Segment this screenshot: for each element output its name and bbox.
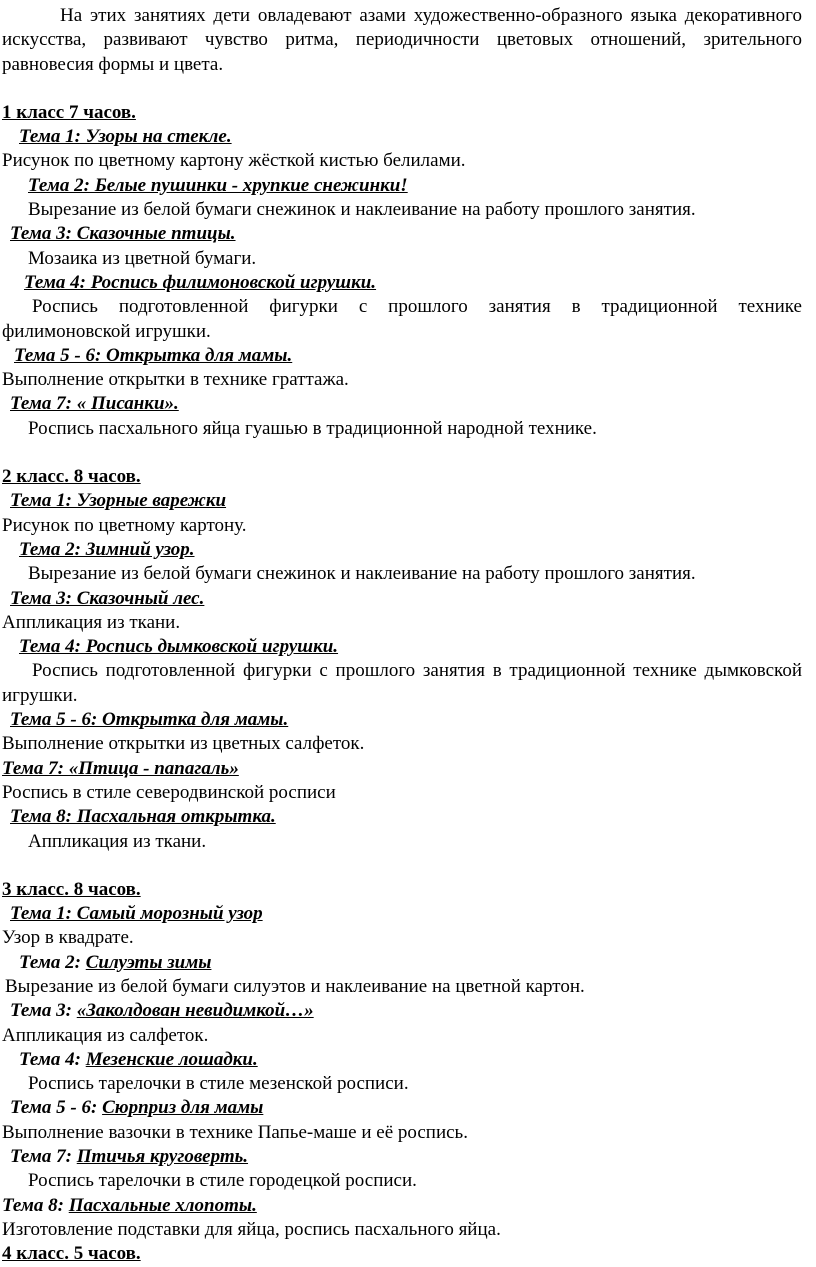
topic-heading: Тема 7: «Птица - папагаль» [2, 757, 239, 779]
topic-heading: Тема 3: Сказочный лес. [10, 587, 205, 609]
topic-description: Изготовление подставки для яйца, роспись пасхального яйца. [2, 1218, 501, 1240]
spacer [2, 854, 802, 878]
topic-description: Мозаика из цветной бумаги. [28, 247, 257, 269]
topic-description: Роспись тарелочки в стиле мезенской росписи. [28, 1073, 409, 1095]
topic-heading: Тема 8: Пасхальная открытка. [10, 806, 276, 828]
topic-description: Роспись в стиле северодвинской росписи [2, 781, 336, 803]
section-heading-1: 1 класс 7 часов. [2, 101, 136, 123]
topic-description: Вырезание из белой бумаги силуэтов и наклеивание на цветной картон. [5, 975, 585, 997]
topic-heading: Тема 4: Мезенские лошадки. [19, 1048, 258, 1070]
topic-description: Вырезание из белой бумаги снежинок и наклеивание на работу прошлого занятия. [28, 199, 696, 221]
topic-description: Аппликация из ткани. [2, 611, 181, 633]
topic-description: Роспись тарелочки в стиле городецкой росписи. [28, 1170, 417, 1192]
topic-heading: Тема 3: «Заколдован невидимкой…» [10, 1000, 314, 1022]
topic-heading: Тема 4: Роспись филимоновской игрушки. [24, 271, 377, 293]
topic-description: Выполнение открытки в технике граттажа. [2, 369, 349, 391]
intro-paragraph: На этих занятиях дети овладевают азами художественно-образного языка декоративного искусства, развивают чувство ритма, периодичности цветовых отношений, зрительного равновесия формы и цвета. [2, 5, 802, 75]
topic-description: Рисунок по цветному картону. [2, 514, 247, 536]
section-heading-2: 2 класс. 8 часов. [2, 466, 141, 488]
topic-description: Узор в квадрате. [2, 927, 134, 949]
topic-description: Выполнение вазочки в технике Папье-маше и её роспись. [2, 1121, 468, 1143]
topic-heading: Тема 1: Узоры на стекле. [19, 126, 232, 148]
topic-description: Роспись подготовленной фигурки с прошлого занятия в традиционной технике дымковской игрушки. [2, 660, 802, 706]
section-heading-3: 3 класс. 8 часов. [2, 878, 141, 900]
topic-heading: Тема 4: Роспись дымковской игрушки. [19, 636, 339, 658]
topic-description: Аппликация из ткани. [28, 830, 207, 852]
topic-heading: Тема 2: Силуэты зимы [19, 951, 212, 973]
spacer [2, 441, 802, 465]
topic-heading: Тема 2: Зимний узор. [19, 538, 195, 560]
topic-heading: Тема 5 - 6: Сюрприз для мамы [10, 1097, 264, 1119]
topic-description: Роспись подготовленной фигурки с прошлого занятия в традиционной технике филимоновской игрушки. [2, 296, 802, 342]
topic-description: Выполнение открытки из цветных салфеток. [2, 733, 365, 755]
topic-heading: Тема 7: Птичья круговерть. [10, 1146, 249, 1168]
topic-heading: Тема 1: Узорные варежки [10, 490, 227, 512]
topic-heading: Тема 7: « Писанки». [10, 393, 179, 415]
section-heading-4: 4 класс. 5 часов. [2, 1243, 141, 1265]
topic-heading: Тема 2: Белые пушинки - хрупкие снежинки! [28, 174, 408, 196]
topic-heading: Тема 8: Пасхальные хлопоты. [2, 1194, 257, 1216]
topic-description: Вырезание из белой бумаги снежинок и наклеивание на работу прошлого занятия. [28, 563, 696, 585]
topic-heading: Тема 5 - 6: Открытка для мамы. [14, 344, 293, 366]
topic-heading: Тема 5 - 6: Открытка для мамы. [10, 709, 289, 731]
topic-description: Рисунок по цветному картону жёсткой кистью белилами. [2, 150, 466, 172]
topic-description: Роспись пасхального яйца гуашью в традиционной народной технике. [28, 417, 597, 439]
spacer [2, 77, 802, 101]
topic-heading: Тема 3: Сказочные птицы. [10, 223, 236, 245]
topic-heading: Тема 1: Самый морозный узор [10, 903, 263, 925]
topic-description: Аппликация из салфеток. [2, 1024, 209, 1046]
